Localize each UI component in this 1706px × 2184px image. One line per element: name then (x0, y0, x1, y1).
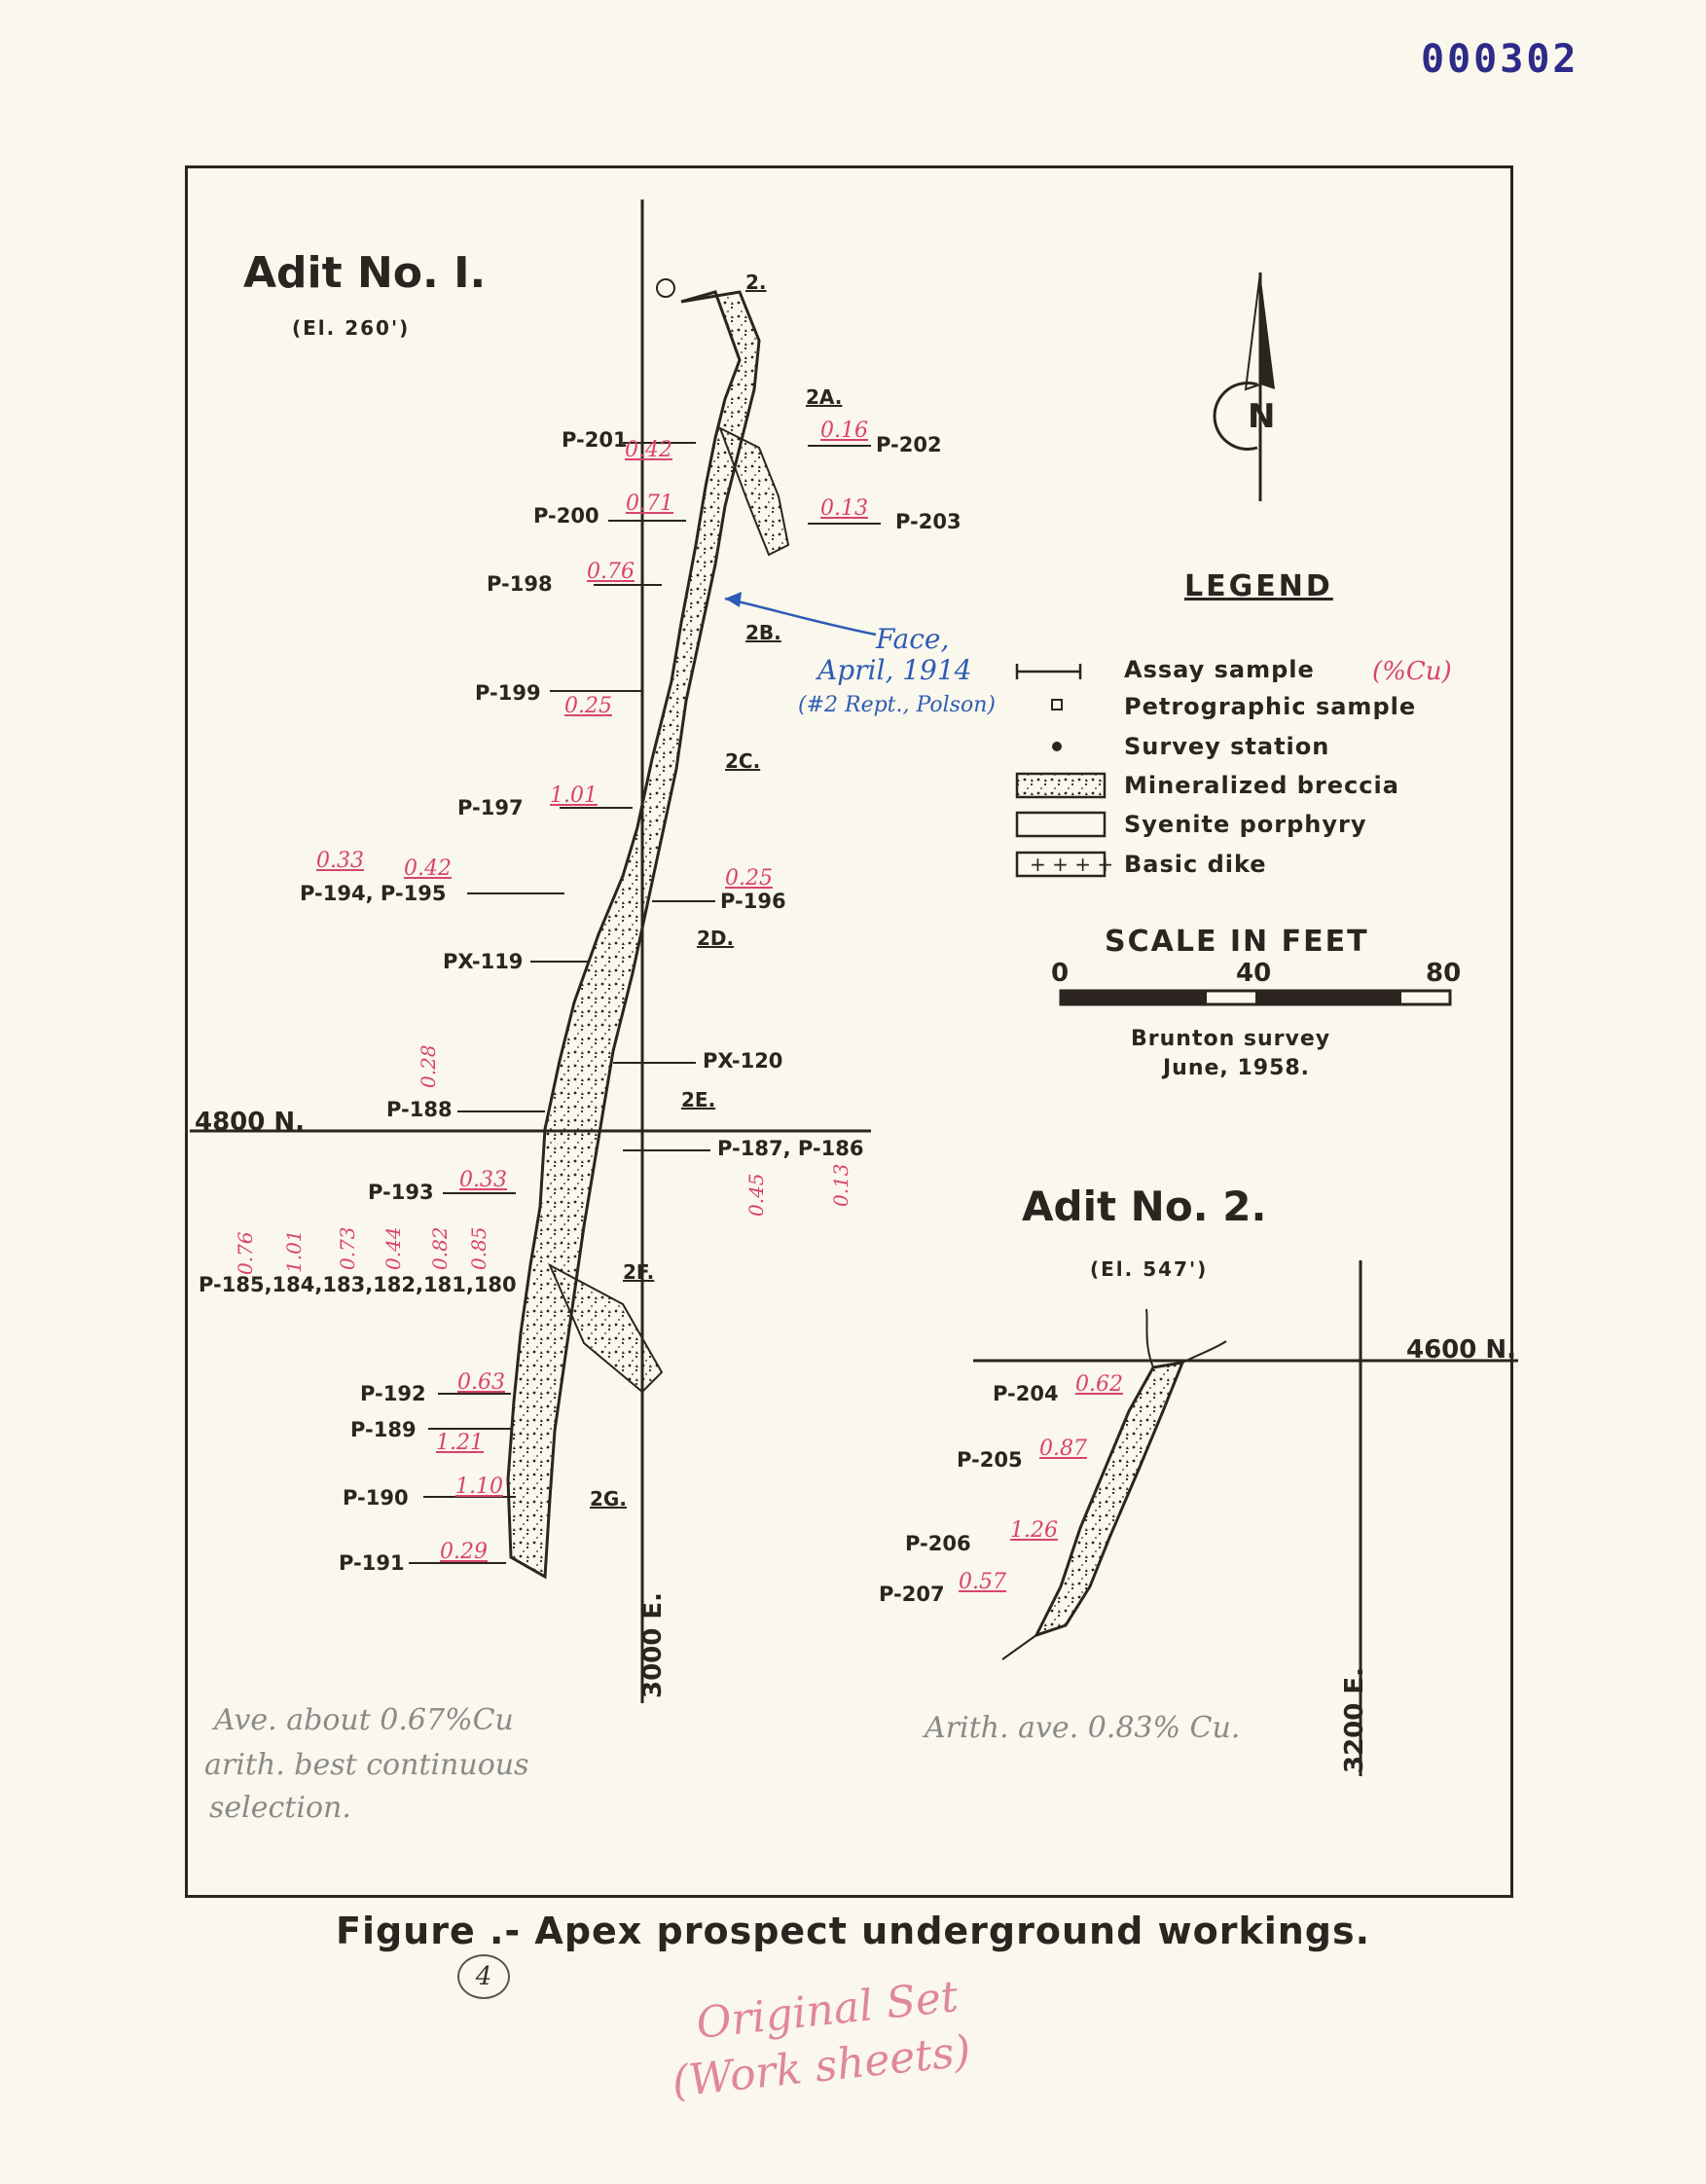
scale-tick-40: 40 (1236, 959, 1272, 988)
sample-p206: P-206 (905, 1532, 971, 1555)
sample-p188: P-188 (386, 1098, 453, 1121)
legend-basic-dike: Basic dike (1124, 851, 1267, 878)
sample-p207: P-207 (879, 1583, 945, 1606)
scale-title: SCALE IN FEET (1105, 925, 1369, 959)
assay-p182: 0.44 (381, 1226, 405, 1270)
assay-p181: 0.82 (428, 1226, 452, 1270)
assay-p199: 0.25 (564, 694, 612, 718)
sample-px119: PX-119 (443, 950, 524, 973)
station-2g: 2G. (590, 1487, 627, 1511)
survey-station-2 (657, 279, 674, 297)
svg-text:+ + + +: + + + + (1030, 853, 1114, 876)
sample-p201: P-201 (562, 428, 628, 452)
coord-4800n: 4800 N. (195, 1108, 306, 1137)
sample-p194-p195: P-194, P-195 (300, 882, 447, 905)
adit1-branch-2a (720, 428, 788, 555)
assay-p205: 0.87 (1039, 1437, 1087, 1461)
sample-p197: P-197 (457, 796, 524, 819)
legend-symbols (1017, 664, 1113, 876)
face-note-line3: (#2 Rept., Polson) (798, 693, 996, 717)
sample-p189: P-189 (350, 1418, 417, 1441)
sample-p193: P-193 (368, 1181, 434, 1204)
assay-p206: 1.26 (1010, 1518, 1058, 1543)
assay-p189: 1.21 (436, 1431, 484, 1455)
north-arrow-drawing (1215, 273, 1275, 501)
station-2b: 2B. (745, 621, 781, 644)
assay-p207: 0.57 (959, 1570, 1006, 1594)
adit1-average-note-line1: Ave. about 0.67%Cu (214, 1703, 514, 1737)
assay-p191: 0.29 (440, 1540, 488, 1564)
adit2-average-note: Arith. ave. 0.83% Cu. (925, 1711, 1241, 1745)
station-2e: 2E. (681, 1088, 716, 1111)
adit2-title: Adit No. 2. (1022, 1183, 1267, 1230)
assay-p188: 0.28 (417, 1044, 440, 1088)
sample-p198: P-198 (487, 572, 553, 596)
assay-p194: 0.33 (316, 849, 364, 873)
sample-p190: P-190 (343, 1486, 409, 1510)
original-set-line2: (Work sheets) (670, 2026, 973, 2107)
adit1-elevation: (El. 260') (292, 316, 411, 340)
sample-p204: P-204 (993, 1382, 1059, 1405)
assay-p183: 0.73 (336, 1226, 359, 1270)
station-2a: 2A. (806, 385, 843, 409)
assay-p180: 0.85 (467, 1226, 490, 1270)
sample-p192: P-192 (360, 1382, 426, 1405)
coord-3000e: 3000 E. (638, 1591, 668, 1698)
coord-4600n: 4600 N. (1406, 1335, 1517, 1365)
assay-p201: 0.42 (625, 438, 672, 462)
figure-caption: Figure .- Apex prospect underground workings. (336, 1910, 1371, 1952)
legend-unit-note: (%Cu) (1372, 657, 1452, 686)
assay-p184: 1.01 (282, 1229, 306, 1273)
sample-p205: P-205 (957, 1448, 1023, 1472)
sample-p187-p186: P-187, P-186 (717, 1137, 864, 1160)
assay-p204: 0.62 (1075, 1372, 1123, 1397)
coord-3200e: 3200 E. (1340, 1666, 1369, 1773)
assay-p190: 1.10 (455, 1474, 503, 1499)
survey-note-line2: June, 1958. (1163, 1056, 1311, 1080)
legend-syenite-porphyry: Syenite porphyry (1124, 811, 1367, 838)
assay-p185: 0.76 (234, 1231, 257, 1275)
face-note-line1: Face, (876, 623, 950, 655)
adit1-average-note-line2: arith. best continuous (204, 1748, 529, 1782)
sample-p199: P-199 (475, 681, 541, 705)
north-label: N (1248, 397, 1276, 436)
sample-p200: P-200 (533, 504, 599, 528)
assay-p195: 0.42 (404, 856, 452, 881)
assay-p200: 0.71 (626, 491, 673, 516)
scale-bar-drawing (1061, 991, 1450, 1004)
assay-p193: 0.33 (459, 1168, 507, 1192)
legend-survey-station: Survey station (1124, 733, 1330, 760)
sample-px120: PX-120 (703, 1049, 783, 1073)
station-2f: 2F. (623, 1260, 655, 1284)
legend-assay-sample: Assay sample (1124, 656, 1315, 683)
assay-p187: 0.45 (744, 1173, 768, 1217)
assay-p198: 0.76 (587, 560, 635, 584)
assay-p203: 0.13 (820, 496, 868, 521)
scale-tick-0: 0 (1051, 959, 1070, 988)
survey-note-line1: Brunton survey (1131, 1027, 1331, 1051)
sample-p185-p180: P-185,184,183,182,181,180 (199, 1273, 517, 1296)
sample-p191: P-191 (339, 1551, 405, 1575)
face-note-line2: April, 1914 (817, 654, 972, 686)
assay-p186: 0.13 (829, 1163, 853, 1207)
legend-mineralized-breccia: Mineralized breccia (1124, 772, 1399, 799)
sample-p202: P-202 (876, 433, 942, 456)
legend-title: LEGEND (1184, 569, 1333, 603)
adit1-average-note-line3: selection. (209, 1791, 351, 1825)
figure-number: 4 (457, 1954, 510, 1999)
assay-p197: 1.01 (550, 783, 598, 808)
document-number: 000302 (1421, 37, 1579, 82)
station-2d: 2D. (697, 927, 735, 950)
original-set-line1: Original Set (694, 1972, 961, 2049)
legend-petrographic-sample: Petrographic sample (1124, 693, 1417, 720)
scale-tick-80: 80 (1426, 959, 1462, 988)
sample-p203: P-203 (895, 510, 962, 533)
assay-p196: 0.25 (725, 866, 773, 891)
assay-p202: 0.16 (820, 419, 868, 443)
assay-p192: 0.63 (457, 1370, 505, 1395)
sample-p196: P-196 (720, 890, 786, 913)
station-2: 2. (745, 271, 767, 294)
adit2-elevation: (El. 547') (1090, 1257, 1209, 1281)
station-2c: 2C. (725, 749, 761, 773)
adit1-title: Adit No. I. (243, 248, 487, 298)
